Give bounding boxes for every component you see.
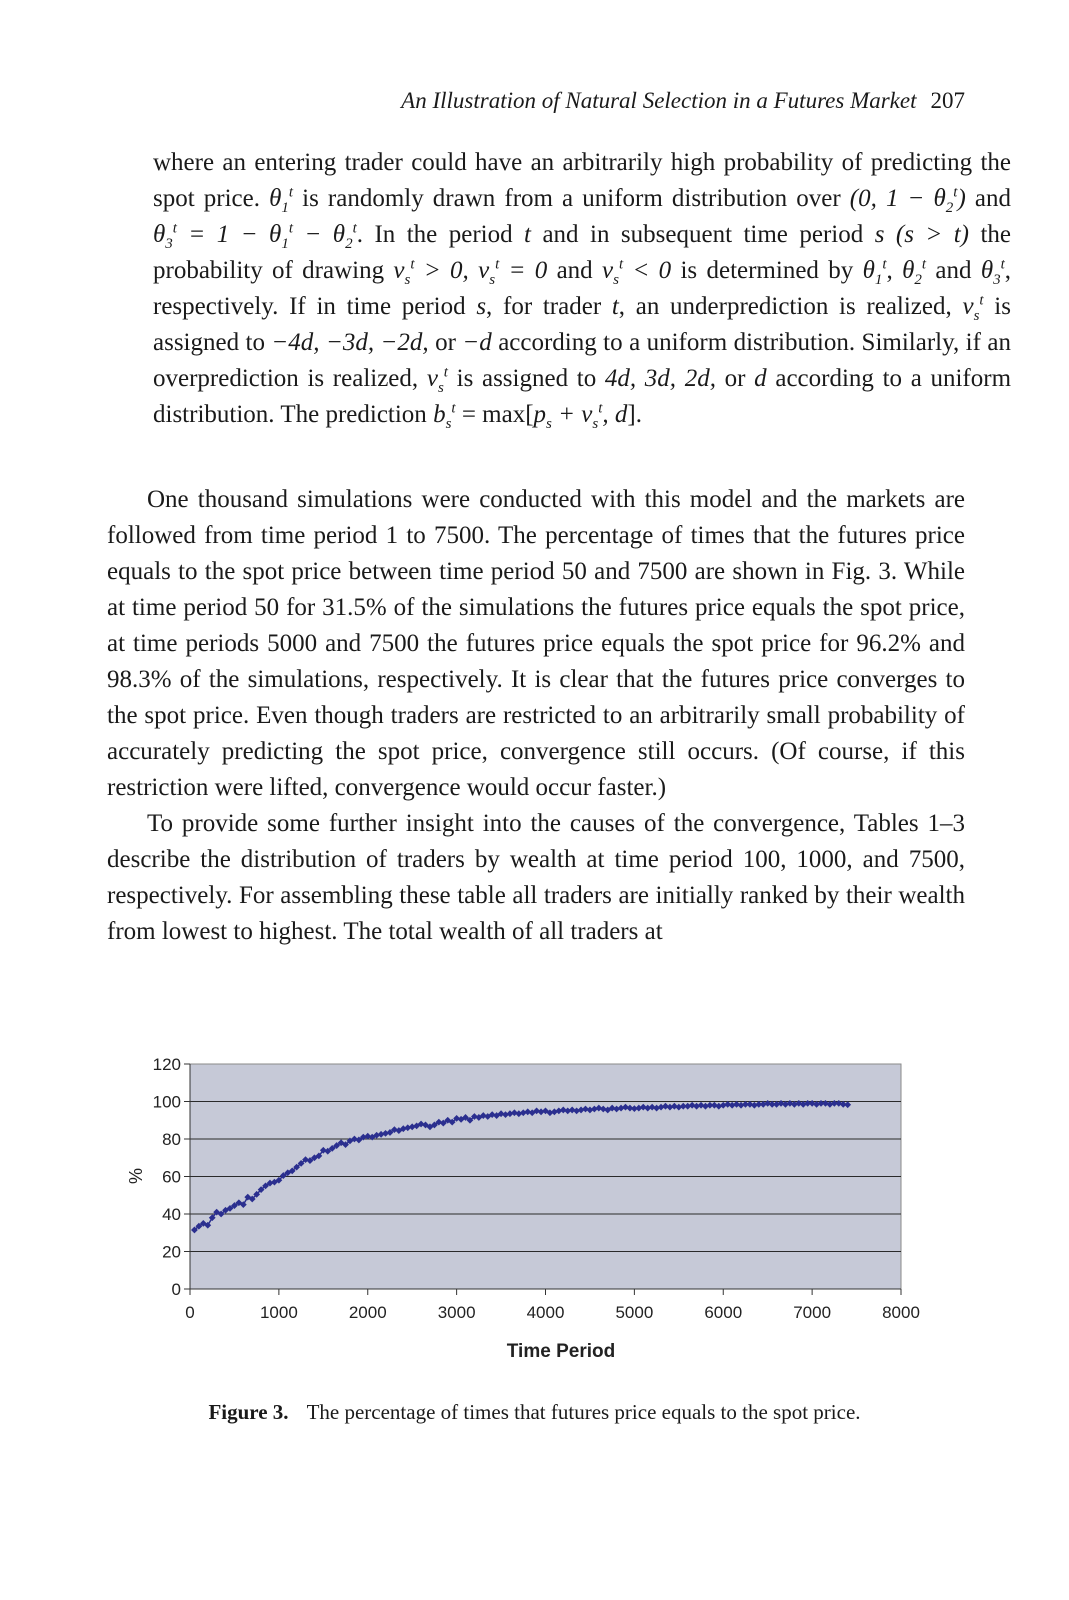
text-run: the probability of drawing: [153, 221, 1011, 284]
text-run: ,: [886, 257, 903, 284]
math-theta2: $\theta_2^t$: [902, 256, 927, 288]
text-run: is determined by: [671, 257, 863, 284]
x-tick-label: 1000: [259, 1303, 298, 1322]
x-tick-label: 3000: [437, 1303, 476, 1322]
x-tick-label: 2000: [348, 1303, 387, 1322]
running-title: An Illustration of Natural Selection in a Futures Market: [401, 88, 917, 113]
y-tick-label: 100: [152, 1092, 181, 1112]
figure-3-chart: [118, 1050, 948, 1390]
y-axis-label: %: [126, 1167, 146, 1185]
text-run: , respectively. If in time period: [153, 257, 1012, 320]
math-theta3: $\theta_3^t$: [980, 256, 1005, 288]
math-v2: $\nu_s^t$: [426, 364, 448, 396]
x-tick-label: 4000: [526, 1303, 565, 1322]
text-run: . In the period: [356, 221, 525, 248]
y-tick-label: 80: [162, 1130, 181, 1149]
text-run: according to a uniform distribution. Similarly, if an overprediction is realized,: [153, 329, 1011, 392]
paragraph-1: [153, 145, 1011, 433]
model-description-paragraph: [107, 145, 1011, 433]
y-tick-label: 0: [171, 1280, 181, 1299]
paragraph-2: One thousand simulations were conducted with this model and the markets are followed from time period 1 to 7500. The percentage of times that the futures price equals to the spot price between time period 50 and 7500 are shown in Fig. 3. While at time period 50 for 31.5% of the simulations the futures price equals the spot price, at time periods 5000 and 7500 the futures price equals the spot price for 96.2% and 98.3% of the simulations, respectively. It is clear that the futures price converges to the spot price. Even though traders are restricted to an arbitrarily small probability of accurately predicting the spot price, convergence still occurs. (Of course, if this restriction were lifted, convergence would occur faster.): [107, 486, 965, 801]
x-tick-label: 0: [185, 1303, 195, 1322]
x-tick-label: 8000: [882, 1303, 920, 1322]
page-number: 207: [930, 88, 965, 113]
math-prediction: $b_s^t = \max[p_s + \nu_s^t$, d]: [433, 400, 636, 432]
math-v1: $\nu_s^t$: [962, 292, 984, 324]
math-t: t: [524, 221, 531, 248]
figure-caption-text: The percentage of times that futures price equals to the spot price.: [306, 1400, 861, 1424]
x-tick-label: 6000: [704, 1303, 743, 1322]
text-run: is randomly drawn from a uniform distribution over: [293, 185, 850, 212]
x-tick-label: 7000: [793, 1303, 832, 1322]
x-axis-label: Time Period: [506, 1341, 616, 1362]
figure-label: Figure 3.: [208, 1400, 289, 1424]
chart-svg: [118, 1050, 948, 1390]
math-theta3-def: $\theta_3^t = 1 - \theta_1^t - \theta_2^t$: [153, 220, 357, 252]
math-neg-values: −4d, −3d, −2d, or −d: [271, 329, 492, 356]
math-s-gt-t: s (s > t): [874, 221, 969, 248]
math-v-neg: $\nu_s^t < 0$: [602, 256, 672, 288]
math-v-pos: $\nu_s^t > 0$, $\nu_s^t = 0$: [393, 256, 548, 288]
paragraph-3: To provide some further insight into the causes of the convergence, Tables 1–3 describe the distribution of traders by wealth at time period 100, 1000, and 7500, respectively. For assembling these table all traders are initially ranked by their wealth from lowest to highest. The total wealth of all traders at: [107, 810, 965, 945]
text-run: and: [926, 257, 981, 284]
y-tick-label: 40: [162, 1205, 181, 1224]
text-run: where an entering trader could have an arbitrarily high probability of predicting the spot price.: [153, 149, 1011, 212]
x-tick-label: 5000: [615, 1303, 654, 1322]
y-tick-label: 120: [152, 1055, 181, 1074]
y-tick-label: 60: [162, 1167, 181, 1187]
text-run: .: [635, 401, 642, 428]
results-section: [107, 482, 965, 950]
text-run: , an underprediction is realized,: [618, 293, 963, 320]
math-s: s: [476, 293, 487, 320]
text-run: is assigned to: [153, 293, 1011, 356]
math-interval: (0, $1 - \theta_2^t$): [849, 184, 966, 216]
text-run: according to a uniform distribution. The prediction: [153, 365, 1012, 428]
text-run: and in subsequent time period: [531, 221, 875, 248]
math-theta1b: $\theta_1^t$: [862, 256, 887, 288]
math-t2: t: [611, 293, 619, 320]
y-tick-label: 20: [162, 1242, 181, 1262]
text-run: , for trader: [486, 293, 612, 320]
text-run: is assigned to: [447, 365, 605, 392]
text-run: and: [547, 257, 603, 284]
figure-caption: [0, 1400, 1069, 1425]
running-head: [0, 88, 965, 114]
math-theta1: $\theta_1^t$: [269, 184, 294, 216]
math-pos-values: 4d, 3d, 2d, or d: [604, 365, 767, 392]
text-run: and: [965, 185, 1011, 212]
